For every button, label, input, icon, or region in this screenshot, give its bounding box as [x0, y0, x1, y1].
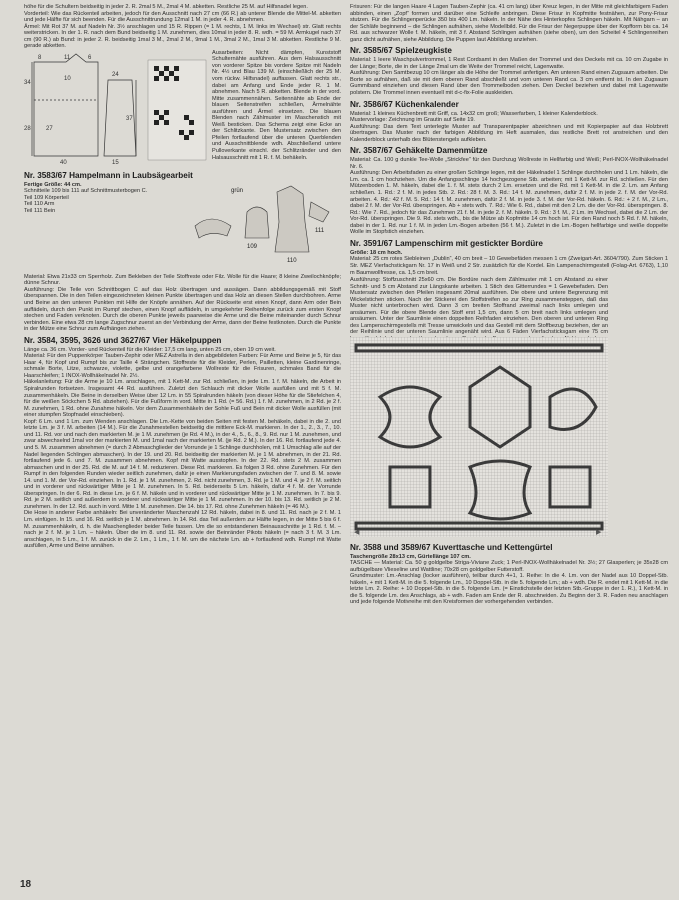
item-heading-3591: Nr. 3591/67 Lampenschirm mit gestickter Bordüre	[350, 238, 543, 248]
schematic-label: 28	[24, 125, 31, 132]
intro-paragraph: Vorderteil: Wie das Rückenteil arbeiten, jedoch für den Ausschnitt nach 27 cm (66 R.) ab unterer Blende die Mittel-M. abketten und jede Hälfte für sich beenden. Für die Ausschnittrundung 12mal 1 M. in jeder 4. R. abnehmen.	[24, 10, 341, 24]
item-heading-3588: Nr. 3588 und 3589/67 Kuverttasche und Kettengürtel	[350, 542, 553, 552]
item-size: Länge ca. 36 cm. Vorder- und Rückenteil für die Kleider: 17,5 cm lang, unten 25 cm, oben 19 cm weit.	[24, 346, 276, 353]
material-paragraph: TASCHE — Material: Ca. 50 g goldgelbe Striga-Viviane Zuck; 1 Perl-INOX-Wollhäkelnadel Nr. 3½; 27 Glasperlen; je 35x28 cm aufbügelbare Vlieseline und Wattline; 70x28 cm goldgelber Futterstoff.	[350, 560, 668, 573]
instructions-paragraph: Ausführung: Die Teile von Schnittbogen C auf das Holz übertragen und aussägen. Dann abbildungsgemäß mit Stoff überspannen. Die in den Teilen eingezeichneten kleinen Punkte übertragen und das Holz an diesen Stellen durchbohren. Arme und Beine an den unteren Punkten mit Hilfe der Knöpfe annähen. Auf der Rückseite erst einen Knopf, dann Arm oder Bein auffädeln, durch den Punkt im Rumpf stechen, einen Knopf auffädeln, in umgekehrter Reihenfolge zurück zum ersten Knopf stechen und Faden verknoten. Durch die oberen Punkte jeweils paarweise die Arme und die Beine miteinander durch Schnur verbinden. Eine etwa 28 cm lange Zugschnur zuerst an der Verbindung der Arme, dann der Beine festknoten. Durch die Punkte in der Mütze eine Schnur zum Aufhängen ziehen.	[24, 286, 341, 333]
schematic-label: 10	[64, 75, 71, 82]
stitch-chart-figure	[146, 50, 208, 168]
schematic-label: 11	[64, 54, 71, 61]
pattern-sheet-note: Schnitteile 109 bis 111 auf Schnittmusterbogen C.	[24, 188, 148, 195]
svg-text:▶: ▶	[596, 529, 602, 537]
material-paragraph: Material: 1 kleines Küchenbrett mit Griff, ca. 14x32 cm groß; Wasserfarben, 1 kleiner Kalenderblock.	[350, 110, 598, 117]
instructions-paragraph: Material: Für den Puppenkörper Tauben-Zephir oder MEZ Astrella in den abgebildeten Farben: Für Arme und Beine je 5, für das Haar 4, für Kopf und Rumpf bis zur Taille 4 Strängchen. Stoffreste für die Kleider, Perlen, Pailletten, kleine Gardinenringe, schmale Borte, Litze, schwarze, violette, gelbe und orangefarbene Wollreste für die Frisuren, schmales Band für die Haarschleifen; 1 INOX-Wollhäkelnadel Nr. 2½.	[24, 353, 341, 379]
schematic-label: 6	[88, 54, 92, 61]
schematic-label: 37	[126, 115, 133, 122]
embroidery-chart-figure	[350, 337, 608, 537]
material-paragraph: Material: Ca. 100 g dunkle Tee-Wolle „Strickfee“ für den Durchzug Wollreste in Hellfarbig und Weiß; Perl-INOX-Wollhäkelnadel Nr. 6.	[350, 157, 668, 170]
material-paragraph: Material: 25 cm rotes Siebleinen „Dublin“, 40 cm breit – 10 Gewebefäden messen 1 cm (Zweigart-Art. 3604/790). Zum Sticken 1 Str. MEZ Vierfachstickgarn Nr. 17 in Weiß und 2 Str. zusätzlich für die Kordel. Ein Lampenschirmgestell (Folag-Art. 6763), 1,10 m Baumwollfresse, ca. 1,5 cm breit.	[350, 256, 668, 276]
item-size: Fertige Größe: 44 cm.	[24, 181, 82, 188]
instructions-paragraph: Ausführung: Stoffzuschnitt 25x60 cm. Die Bordüre nach dem Zählmuster mit 1 cm Abstand zu einer Schnitt- und 5 cm Abstand zur Längskante arbeiten. 1 Stich des Gitterrundes = 1 Gewebefaden. Den Mustersatz zwischen den Pfeilen insgesamt 20mal ausführen. Die obere und untere Begrenzung mit Wickelstichen sticken. Nach der Stickerei den Stoffstreifen so zur Ring zusammensteppen, daß das Muster nicht unterbrochen wird. Dann 3 cm breiten Stoffrand zweimal nach links umlegen und ansäumen. Für die obere Blende den Stoff erst 1,5 cm, dann 5 cm breit nach links umlegen und ansäumen. Unter der Saumlinie einen doppelten Reihfaden einziehen. Den oberen und unteren Ring des Lampenschirmgestells mit Tresse umwickeln und das Gestell mit dem Stoffbezug beziehen, der an der Reihlinie und der unteren Saumlinie angenäht wird. Aus 6 Fäden Vierfachsticksgarn eine 75 cm	[350, 277, 608, 336]
instructions-paragraph: Ausführung: Den Arbeitsfaden zu einer großen Schlinge legen, mit der Häkelnadel 1 Schlinge durchholen und 1 Lm. häkeln, die Lm. ca. 1 cm hochziehen. Um die Anfangsschlinge 14 hochgezogene Stb. arbeiten; mit 1 Kett-M. zur Rd. schließen. Für den Mützenboden 1. M. häkeln, dabei die 1. f. M. stets durch 2 Lm. ersetzen und die Rd. mit 1 Kett-M. in die 2. Lm. am Anfang schließen. 1. Rd.: 2 f. M. in jedes Stb. 2. Rd.: 28 f. M. 3. Rd.: 14 f. M. zunehmen, dafür 2 f. M. in jede 2. f. M. der Vor-Rd. arbeiten. 4. Rd.: 42 f. M. 5. Rd.: 14 f. M. zunehmen, dafür 2 f. M. in jede 3. f. M. der Vor-Rd. häkeln. 6. Rd.: + 2 f. M., 2 Lm., dabei 2 f. M. der Vor-Rd. überspringen. Ab + stets wdh. 7. Rd.: Wie 6. Rd., dabei mit den 2 Lm. die der Vor-Rd. überspringen. 8. Rd.: Wie 7. Rd., jedoch für das Zunehmen 21 f. M. in jede 2. f. M. häkeln. 9. Rd.: 3 f. M., 2 Lm. im Wechsel, dabei die 2 Lm. der Vor-Rd. überspringen. Die 9. Rd. stets wdh., bis die Mütze ab Kopfmitte 14 cm hoch ist. Für den Rand noch 5 Rd. f. M. häkeln, dabei in der 1. Rd. nur 1 f. M. in jeden Lm.-Bogen arbeiten (56 f. M.). Zuletzt in die Lm.-Bogen hellfarbige und weiße doppelte Wolle im Stopfstich einziehen.	[350, 170, 668, 236]
right-column	[350, 4, 668, 884]
intro-paragraph: Ärmel: Mit Rot 37 M. auf Nadeln Nr. 3½ anschlagen und 15 R. Rippen (= 1 M. rechts, 1 M. links im Wechsel) str. Glatt rechts weiterstricken. In der 1. R. nach dem Bund beidseitig 1 M. zunehmen, dies 10mal in jeder 8. R. wdh. = 59 M. Armkugel nach 37 cm (90 R.) ab Bund: in jeder 2. R. beidseitig 1mal 3 M., 2mal 2 M., 9mal 1 M., 3mal 2 M., 1mal 3 M. abketten. Restliche 9 M. gerade abketten.	[24, 23, 341, 50]
schematic-label: 8	[38, 54, 42, 61]
part-number-label: 111	[315, 227, 325, 234]
instructions-paragraph: Die Hose in anderer Farbe anhäkeln: Bei unveränderter Maschenzahl 12 Rd. häkeln, dabei in 8. und 11. Rd. nach je 2 f. M. 1 Lm. einfügen. In 15. und 16. Rd. seitlich je 1 M. abnehmen. In 14. Rd. das Teil außerdem zur Hälfte legen, in der Mitte 5 bis 6 f. M. zusammenhäkeln, d. h. die Maschenglieder beider Teile fassen. Um die so entstandenen Beinausschnitte je 1 Rd. f. M. – nach je 2 f. M. je 1 Lm. – häkeln. Über die im 8. und 11. Rd. sowie der Beinränder Pikots häkeln (= nach 3 f. M. 3 Lm. anschlagen, in 5 Lm., 1 f. M. zurück in die 2. Lm., 1 Lm., 1 f. M. um die nächste Lm. ab + fortlaufend wdh. Rumpf mit Watte ausfüllen, Arme und Beine annähen.	[24, 510, 341, 550]
material-paragraph: Material: 1 leere Waschpulvertrommel, 1 Rest Cordsamt in den Maßen der Trommel und des Deckels mit ca. 10 cm Zugabe in der Länge; Borte, die in der Länge 2mal um die Weite der Trommel reicht, Lagenwatte.	[350, 57, 668, 70]
intro-paragraph: Ausarbeiten: Nicht dämpfen, Kunststoff Schulternähte ausführen. Aus dem Halsausschnitt von vorderer Spitze bis vordere Spitze mit Nadeln Nr. 4½ und Blau 139 M. (einschließlich der 25 M. vom rückw. Hilfsnadel) auffassen. Glatt rechts str., dabei am Anfang und Ende jeder R. 1 M. abnehmen. Nach 5 R. abketten. Blende in der vord. Mitte zusammennähen. Seitennähte ab Ende der blauen Seitenstreifen schließen, Ärmelnähte ausführen und Ärmel einsetzen. Die blauen Blenden nach Zählmuster im Maschenstich mit Weiß besticken. Das Schema zeigt eine Ecke an der Schlitzkante. Den Mustersatz zwischen den Pfeilen fortlaufend über die unteren Querblenden und Ausschnittblende wdh. Abschließend untere Pulloverkante einschl. der Schlitzränder und den Halsausschnitt mit 1 R. f. M. behäkeln.	[212, 49, 341, 161]
schematic-block	[24, 50, 341, 168]
color-label: grün	[231, 187, 244, 194]
schematic-label: 24	[112, 71, 119, 78]
schematic-label: 27	[46, 125, 53, 132]
lampshade-block	[350, 277, 668, 540]
jumping-jack-block	[24, 182, 341, 274]
part-number-label: 110	[287, 257, 297, 264]
instructions-paragraph: Häkelanleitung: Für die Arme je 10 Lm. anschlagen, mit 1 Kett-M. zur Rd. schließen, in jede Lm. 1 f. M. häkeln, die Arbeit in Spiralrunden fortsetzen. Insgesamt 44 Rd. ausführen. Zuletzt den Schlauch mit dicker Wolle ausfüllen und mit 5 f. M. zusammenhäkeln. Die Beine in derselben Weise über 12 Lm. in 55 Spiralrunden häkeln (von dieser Höhe für die Stiefelchen 4, für die weißen Söckchen 5 Rd. abziehen). Für die Fußform in vord. Mitte in 1 Rd. (= 56. Rd.) 1 f. M. zunehmen, in 2 Rd. je 2 f. M. zunehmen, 1 Rd. ohne Zunahme häkeln. Vor dem Zusammenhäkeln der Sohle Fuß und Bein mit dicker Wolle ausfüllen (mit einer stumpfen Stopfnadel einschieben).	[24, 379, 341, 419]
schematic-label: 15	[112, 159, 119, 166]
part-number-label: 109	[247, 243, 258, 250]
instructions-paragraph: Grundmuster: Lm.-Anschlag (locker ausführen), teilbar durch 4+1, 1. Reihe: In die 4. Lm. von der Nadel aus 10 Doppel-Stb. häkeln, + mit 1 Kett-M. in die 5. folgende Lm., 10 Doppel-Stb. in die 5. folgende Lm.; ab + wdh. Die R. endet mit 1 Kett-M. in die letzte Lm. 2. Reihe: + 10 Doppel-Stb. in die 5. folgende Lm. (= Einstichstelle der letzten Stb.-Gruppe in der 1. R.), 1 Kett-M. in die 5. folgende Lm. des Anschlags, ab + wdh. Faden am Ende der R. abschneiden. Zu Beginn der 3. R. Faden neu anschlagen und jede folgende Motivreihe mit den Kreisformen der vorhergehenden verbinden.	[350, 573, 668, 606]
instructions-paragraph: Ausführung: Das dem Text unterlegte Muster auf Transparentpapier abzeichnen und mit Kopierpapier auf das Holzbrett übertragen. Das Muster nach der farbigen Abbildung im Heft ausmalen, das restliche Brett rot anstreichen und den Kalenderblock unterhalb des Blütenstengels aufkleben.	[350, 123, 668, 143]
instructions-paragraph: Mustervorlage: Zeichnung im Grautin auf Seite 19.	[350, 117, 475, 124]
part-line: Teil 110 Arm	[24, 201, 55, 208]
pullover-schematic-figure	[24, 50, 142, 168]
item-size: Größe: 18 cm hoch.	[350, 249, 403, 256]
item-heading-3585: Nr. 3585/67 Spielzeugkiste	[350, 46, 452, 56]
item-heading-3586: Nr. 3586/67 Küchenkalender	[350, 99, 459, 109]
part-line: Teil 111 Bein	[24, 208, 56, 215]
item-heading-3587: Nr. 3587/67 Gehäkelte Damenmütze	[350, 146, 488, 156]
schematic-label: 40	[60, 159, 67, 166]
svg-text:◀: ◀	[354, 529, 360, 537]
intro-paragraph: Frisuren: Für die langen Haare 4 Lagen Tauben-Zephir (ca. 41 cm lang) über Kreuz legen, in der Mitte mit gleichfarbigem Faden abbinden, einen „Zopf“ formen und darüber eine Schleife anbringen. Diese Frisur in Kopfmitte festnähen, zur Pony-Frisur stutzen. Für die Schlingenperücke 350 bis 400 Lm. häkeln. In der Nähe des Hinterkopfes Schlingen häkeln. Mit Nähgarn – an der Schläfe beginnend – die Schlingen aufnähen, siehe Modellbild. Für die Frisur der Negerpuppe über der Kopfform bis ca. 14 Rd. aus schwarzer Wolle f. M. häkeln, mit 3 f. Abstand Schlingen aufnähen (siehe oben), um den Scheitel 4 Schlingenreihen ganz dicht aufnähen, siehe Abbildung. Die Puppen laut Abbildung anziehen.	[350, 4, 668, 43]
schematic-label: 34	[24, 79, 31, 86]
item-heading-3583: Nr. 3583/67 Hampelmann in Laubsägearbeit	[24, 170, 193, 180]
intro-paragraph: höhe für die Schultern beidseitig in jeder 2. R. 2mal 5 M., 2mal 4 M. abketten. Restliche 25 M. auf Hilfsnadel legen.	[24, 4, 308, 10]
page-number: 18	[20, 879, 32, 890]
part-line: Teil 109 Körperteil	[24, 194, 69, 201]
jumping-jack-pattern-figure	[191, 182, 341, 274]
material-paragraph: Material: Etwa 21x33 cm Sperrholz. Zum Bekleben der Teile Stoffreste oder Filz. Wolle für die Haare; 8 kleine Zweilochknöpfe; dünne Schnur.	[24, 273, 341, 287]
item-heading-3584: Nr. 3584, 3595, 3626 und 3627/67 Vier Häkelpuppen	[24, 335, 222, 345]
instructions-paragraph: Kopf: 6 Lm. und 1 Lm. zum Wenden anschlagen. Die Lm.-Kette von beiden Seiten mit festen M. behäkeln, dabei in die 2. und letzte Lm. je 3 f. M. arbeiten (14 M.). Für die Zunahmestellen beidseitig die mittlere Eck-M. markieren. In der 1., 2., 3., 7., 10. und 11. Rd. vor und nach den markierten M. je 1 M. zunehmen (je Rd. 4 M.), in der 4., 5., 6., 8., 9. Rd. nur 1 M. zunehmen, und zwar abwechselnd 1mal vor der markierten M. und 1mal nach der markierten M. (je Rd. 2 M.). In der 16. Rd. fortlaufend jede 4. und 5. M. zusammen abnehmen (= durch 2 Abmaschglieder der Vorrunde je 1 Schlinge durchholen, mit 1 Umschlag alle auf der Nadel liegenden Schlingen abmaschen). In der 19. und 20. Rd. beidseitig der markierten M. je 1 M. abnehmen, in der 21. Rd. fortlaufend jede 6. und 7. M. zusammen abnehmen. Kopf mit Watte ausstopfen. In der 22. Rd. stets 2 M. zusammen abmaschen und in der 25. Rd. die M. auf 14 f. M. reduzieren. Diese Rd. markieren. Es folgen 3 Rd. ohne Zunehmen. Für den Rumpf in den folgenden Runden wieder seitlich zunehmen, dafür je einen Markierungsfaden zwischen der 7. und 8. M. sowie 14. und 1. M. der Vor-Rd. einziehen. In 1. Rd. je 1 M. zunehmen, 2. Rd. nicht zunehmen, 3. Rd. je 1 M. und 4. je 2 f. M. seitlich und in vorderer und rückwärtiger Mitte je 1 M. zunehmen. In 5. Rd. beiderseits 5 Lm. häkeln, dafür 4 f. M. der Vorrunde überspringen. In der 6. Rd. in diese Lm. je 6 f. M. häkeln und in vorderer und rückwärtiger Mitte je 1 M. zunehmen. In 7. bis 9. Rd. je 2 M. seitlich und außerdem in vorderer und rückwärtiger Mitte je 1 M. zunehmen. In der 10. bis 13. Rd. seitlich je 2 M. zunehmen. In der 12. Rd. auch in vord. Mitte 1 M. zunehmen. Die 14. bis 17. Rd. ohne Zunehmen häkeln (= 46 M.).	[24, 418, 341, 510]
item-size: Taschengröße 28x13 cm, Gürtellänge 107 cm.	[350, 553, 471, 560]
instructions-paragraph: Ausführung: Den Samtbezug 10 cm länger als die Höhe der Trommel anfertigen. Am unteren Rand einen Zugsaum arbeiten. Die Borte so aufnähen, daß sie mit dem oberen Rand abschließt und vom unteren Rand ca. 3 cm entfernt ist. In den Zugsaum Gummiband einziehen und diesen Rand über den Trommelboden ziehen. Den Deckel beziehen und dabei mit Lagenwatte polstern. Die Trommel innen eventuell mit d-c-fix-Folie auskleiden.	[350, 70, 668, 97]
left-column	[24, 4, 341, 874]
